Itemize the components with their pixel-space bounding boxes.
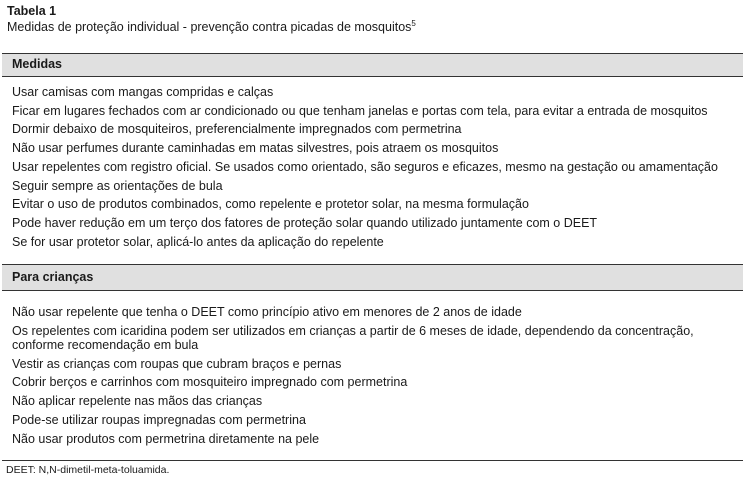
list-item: Os repelentes com icaridina podem ser utilizados em crianças a partir de 6 meses de idade, dependendo da concentração, conforme recomendação em bula (12, 323, 694, 353)
list-item: Ficar em lugares fechados com ar condicionado ou que tenham janelas e portas com tela, para evitar a entrada de mosquitos (12, 103, 708, 118)
table-bottom-rule (2, 460, 743, 461)
table-title (7, 19, 743, 36)
table-footnote: DEET: N,N-dimetil-meta-toluamida. (6, 464, 170, 476)
section-medidas (2, 53, 743, 251)
list-item: Pode-se utilizar roupas impregnadas com permetrina (12, 412, 306, 427)
list-item: Evitar o uso de produtos combinados, como repelente e protetor solar, na mesma formulação (12, 197, 529, 212)
list-item: Não aplicar repelente nas mãos das crianças (12, 394, 263, 409)
list-item: Não usar repelente que tenha o DEET como princípio ativo em menores de 2 anos de idade (12, 305, 522, 319)
list-item: Dormir debaixo de mosquiteiros, preferencialmente impregnados com permetrina (12, 122, 462, 137)
medidas-list (2, 77, 743, 251)
list-item: Cobrir berços e carrinhos com mosquiteiro impregnado com permetrina (12, 375, 408, 390)
list-item: Pode haver redução em um terço dos fatores de proteção solar quando utilizado juntamente com o DEET (12, 215, 598, 230)
section-para-criancas (2, 264, 743, 448)
list-item: Usar camisas com mangas compridas e calças (12, 85, 274, 99)
table-caption (7, 3, 743, 36)
section-header-para-criancas: Para crianças (2, 264, 743, 291)
table-label: Tabela 1 (7, 4, 57, 18)
list-item: Usar repelentes com registro oficial. Se usados como orientado, são seguros e eficazes, mesmo na gestação ou amamentação (12, 159, 718, 174)
list-item: Não usar produtos com permetrina diretamente na pele (12, 431, 320, 446)
section-header-medidas: Medidas (2, 53, 743, 77)
reference-superscript: 5 (411, 19, 416, 28)
list-item: Não usar perfumes durante caminhadas em matas silvestres, pois atraem os mosquitos (12, 141, 499, 156)
list-item: Seguir sempre as orientações de bula (12, 178, 223, 193)
para-criancas-list (2, 291, 743, 448)
list-item: Vestir as crianças com roupas que cubram braços e pernas (12, 356, 342, 371)
table-title-text: Medidas de proteção individual - prevenção contra picadas de mosquitos (7, 20, 412, 34)
list-item: Se for usar protetor solar, aplicá-lo antes da aplicação do repelente (12, 234, 384, 249)
